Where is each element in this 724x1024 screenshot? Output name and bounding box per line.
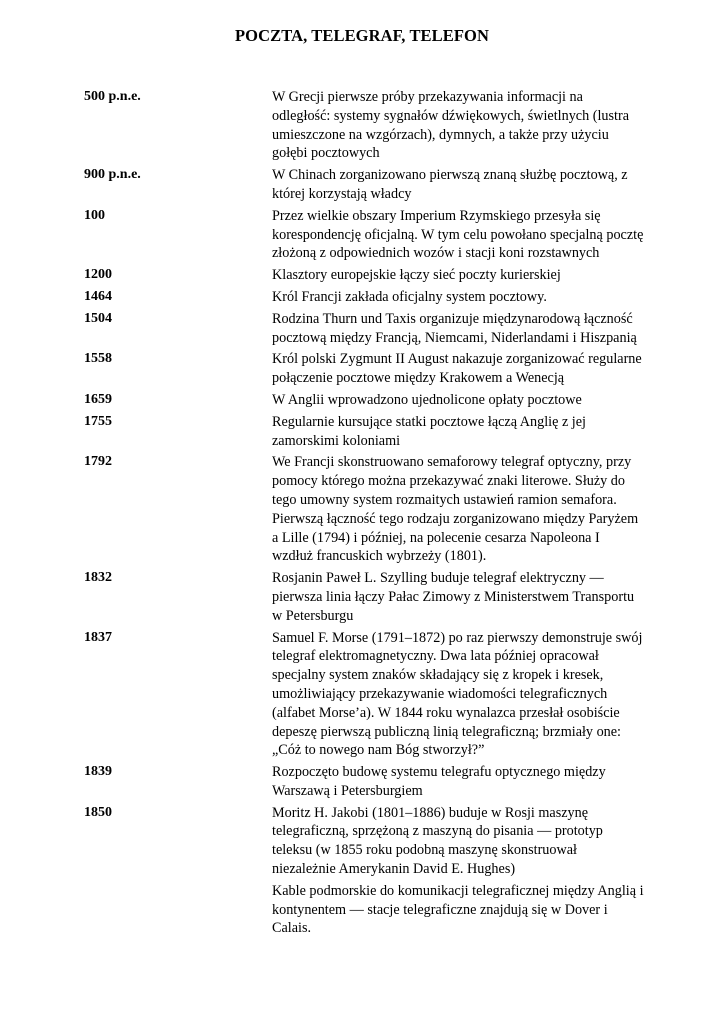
timeline-row [84, 763, 644, 801]
timeline-year: 1504 [84, 310, 112, 326]
timeline-row [84, 804, 644, 879]
timeline-row [84, 88, 644, 163]
timeline-year: 1837 [84, 629, 112, 645]
timeline-year: 1558 [84, 351, 112, 367]
timeline-description: Rodzina Thurn und Taxis organizuje międzynarodową łączność pocztową między Francją, Niemcami, Niderlandami i Hiszpanią [272, 310, 637, 346]
timeline-year: 900 p.n.e. [84, 167, 141, 183]
page-title: POCZTA, TELEGRAF, TELEFON [234, 26, 490, 45]
timeline-year: 1464 [84, 288, 112, 304]
timeline-year: 1755 [84, 413, 112, 429]
timeline-description: W Grecji pierwsze próby przekazywania informacji na odległość: systemy sygnałów dźwiękowych, świetlnych (lustra umieszczone na wzgórzach), dymnych, a także przy użyciu gołębi pocztowych [272, 89, 629, 162]
timeline-description: Rozpoczęto budowę systemu telegrafu optycznego między Warszawą i Petersburgiem [272, 764, 606, 799]
timeline-description: Król polski Zygmunt II August nakazuje zorganizować regularne połączenie pocztowe między Krakowem a Wenecją [272, 351, 642, 387]
timeline-description: Kable podmorskie do komunikacji telegraficznej między Anglią i kontynentem — stacje telegraficzne znajdują się w Dover i Calais. [272, 882, 644, 937]
timeline-table [84, 88, 644, 941]
timeline-description: Rosjanin Paweł L. Szylling buduje telegraf elektryczny — pierwsza linia łączy Pałac Zimowy z Ministerstwem Transportu w Petersburgu [272, 570, 635, 624]
timeline-row [84, 166, 644, 204]
timeline-row [84, 266, 644, 285]
timeline-year: 1832 [84, 570, 112, 586]
timeline-year: 1659 [84, 391, 112, 407]
timeline-row [84, 413, 644, 451]
timeline-row [84, 310, 644, 348]
timeline-year: 1792 [84, 454, 112, 470]
timeline-year: 1850 [84, 804, 112, 820]
timeline-row [84, 288, 644, 307]
timeline-description: Samuel F. Morse (1791–1872) po raz pierwszy demonstruje swój telegraf elektromagnetyczny. Dwa lata później opracował specjalny system znaków składający się z kropek i kresek, umożliwiający przekazywanie wiadomości telegraficznych (alfabet Morse’a). W 1844 roku wynalazca przesłał osobiście depeszę pierwszą publiczną linią telegraficzną; brzmiały one: „Cóż to nowego nam Bóg stworzył?” [272, 629, 643, 759]
timeline-row [84, 350, 644, 388]
timeline-description: Klasztory europejskie łączy sieć poczty kurierskiej [272, 267, 561, 284]
timeline-year: 500 p.n.e. [84, 89, 141, 104]
timeline-year: 1839 [84, 764, 112, 780]
timeline-description: Król Francji zakłada oficjalny system pocztowy. [272, 288, 547, 305]
timeline-description: Moritz H. Jakobi (1801–1886) buduje w Rosji maszynę telegraficzną, sprzężoną z maszyną do pisania — prototyp teleksu (w 1855 roku podobną maszynę skonstruował niezależnie Amerykanin David E. Hughes) [272, 804, 603, 878]
timeline-description: Regularnie kursujące statki pocztowe łączą Anglię z jej zamorskimi koloniami [272, 413, 586, 449]
timeline-row [84, 569, 644, 625]
timeline-description: W Chinach zorganizowano pierwszą znaną służbę pocztową, z której korzystają władcy [272, 167, 628, 202]
timeline-row [84, 629, 644, 761]
timeline-year: 1200 [84, 267, 112, 283]
timeline-year: 100 [84, 207, 105, 223]
timeline-row [84, 453, 644, 566]
timeline-row [84, 882, 644, 938]
timeline-description: Przez wielkie obszary Imperium Rzymskiego przesyła się korespondencję oficjalną. W tym celu powołano specjalną pocztę złożoną z odpowiednich wozów i stacji koni rozstawnych [272, 207, 644, 262]
timeline-description: W Anglii wprowadzono ujednolicone opłaty pocztowe [272, 391, 582, 408]
timeline-description: We Francji skonstruowano semaforowy telegraf optyczny, przy pomocy którego można przekazywać znaki literowe. Służy do tego umowny system rozmaitych ustawień ramion semafora. Pierwszą łączność tego rodzaju zorganizowano między Paryżem a Lille (1794) i później, na polecenie cesarza Napoleona I wzdłuż francuskich wybrzeży (1801). [272, 454, 639, 565]
timeline-row [84, 391, 644, 410]
timeline-row [84, 207, 644, 263]
